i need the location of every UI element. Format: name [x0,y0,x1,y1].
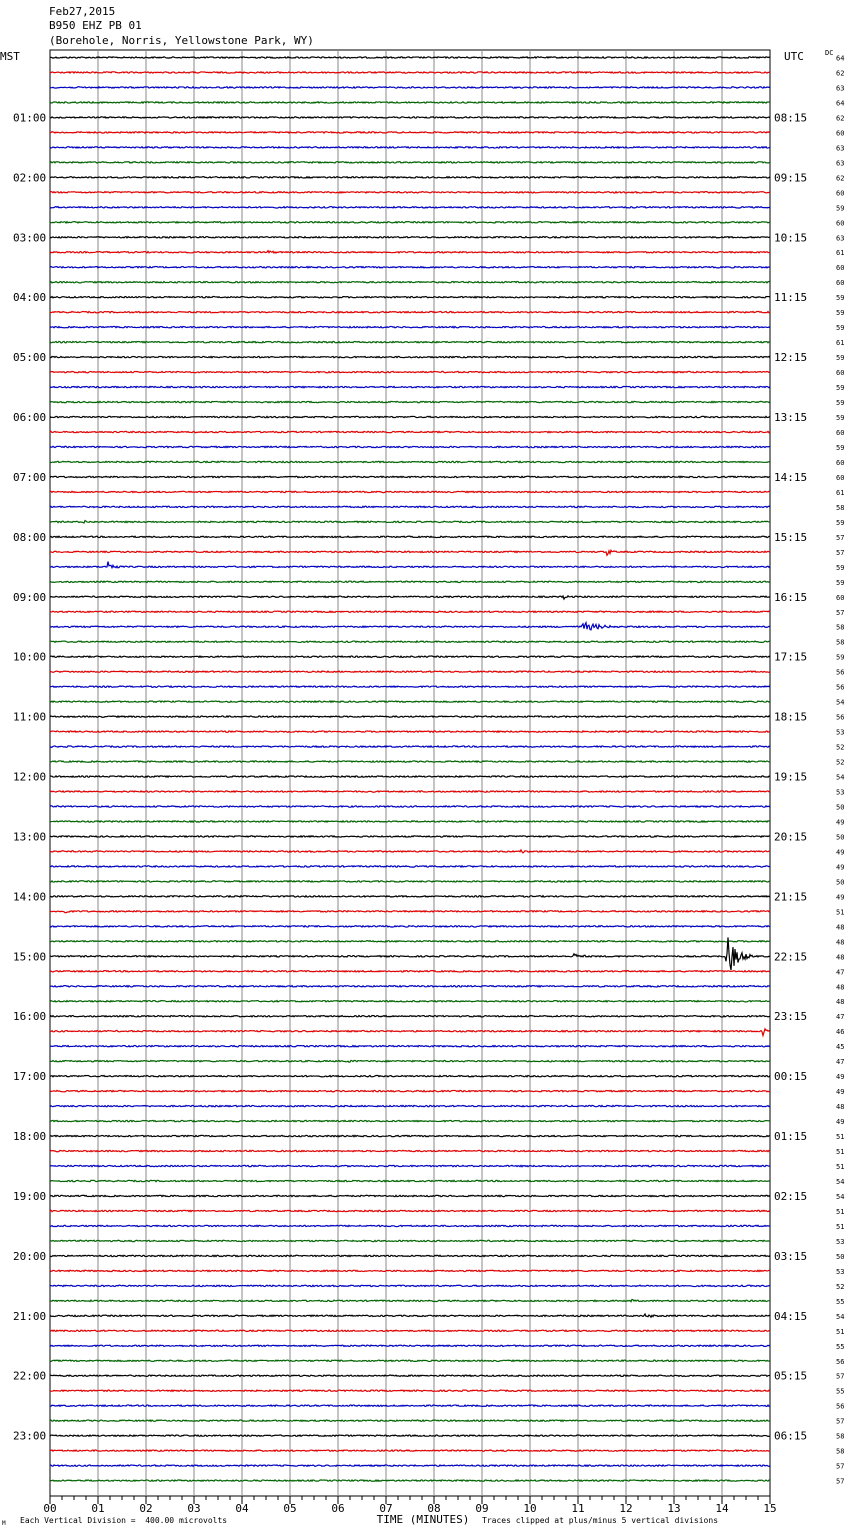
dc-offset-value: 57 [836,533,845,542]
dc-offset-value: 59 [836,563,845,572]
seismic-trace [50,911,770,913]
dc-offset-value: 51 [836,1207,845,1216]
x-tick-label: 11 [571,1502,585,1515]
dc-offset-value: 59 [836,443,845,452]
seismic-trace [50,1330,770,1331]
seismic-trace [50,57,770,58]
seismic-trace [50,1375,770,1376]
seismic-trace [50,686,770,687]
seismic-trace [50,1465,770,1466]
hour-label-mst: 02:00 [13,171,47,185]
hour-label-utc: 15:15 [774,530,808,544]
seismic-trace [50,550,770,555]
dc-offset-value: 48 [836,953,845,962]
seismic-trace [50,117,770,118]
dc-offset-value: 57 [836,548,845,557]
x-tick-label: 10 [523,1502,537,1515]
dc-offset-value: 59 [836,653,845,662]
seismic-trace [50,941,770,942]
right-timezone-label: UTC [784,50,804,63]
dc-offset-value: 51 [836,1163,845,1172]
dc-offset-value: 52 [836,758,845,767]
dc-offset-value: 59 [836,384,845,393]
dc-offset-value: 51 [836,1222,845,1231]
dc-offset-value: 61 [836,249,845,258]
seismic-trace [50,1001,770,1002]
seismic-trace [50,701,770,702]
seismic-trace [50,1195,770,1196]
dc-offset-value: 48 [836,998,845,1007]
dc-offset-value: 60 [836,593,845,602]
hour-label-utc: 14:15 [774,470,808,484]
seismic-trace [50,806,770,807]
seismic-trace [50,311,770,312]
hour-label-mst: 09:00 [13,590,47,604]
seismic-trace [50,1029,770,1036]
seismic-trace [50,1360,770,1361]
dc-offset-value: 54 [836,1178,845,1186]
dc-offset-value: 56 [836,668,845,677]
seismic-trace [50,791,770,792]
seismic-trace [50,1150,770,1151]
seismic-trace [50,102,770,103]
seismic-trace [50,491,770,492]
corner-mark: M [2,1520,6,1527]
hour-label-utc: 06:15 [774,1429,808,1443]
seismic-trace [50,237,770,238]
x-tick-label: 01 [91,1502,105,1515]
dc-offset-value: 51 [836,1327,845,1336]
dc-offset-value: 48 [836,1103,845,1112]
dc-offset-value: 58 [836,638,845,647]
seismic-trace [50,1210,770,1211]
seismic-trace [50,611,770,612]
x-tick-label: 07 [379,1502,393,1515]
seismic-trace [50,1045,770,1046]
seismic-trace [50,1420,770,1421]
seismic-trace [50,656,770,657]
x-tick-label: 06 [331,1502,345,1515]
hour-label-utc: 10:15 [774,231,808,245]
hour-label-mst: 16:00 [13,1010,47,1024]
hour-label-utc: 08:15 [774,111,808,125]
dc-offset-value: 60 [836,129,845,138]
dc-offset-value: 60 [836,458,845,467]
seismic-trace [50,731,770,732]
dc-offset-value: 49 [836,848,845,857]
x-tick-label: 15 [763,1502,777,1515]
seismic-trace [50,1135,770,1136]
seismic-trace [50,1405,770,1406]
x-axis-title: TIME (MINUTES) [376,1513,470,1526]
seismic-trace [50,881,770,882]
dc-offset-value: 60 [836,189,845,198]
dc-offset-value: 57 [836,1372,845,1381]
seismic-trace [50,850,770,853]
left-timezone-label: MST [0,50,20,63]
dc-offset-value: 51 [836,1148,845,1157]
seismic-trace [50,536,770,537]
dc-offset-value: 51 [836,1133,845,1142]
dc-offset-value: 49 [836,893,845,902]
hour-label-mst: 03:00 [13,231,47,245]
hour-label-utc: 03:15 [774,1249,808,1263]
seismic-trace [50,866,770,867]
hour-label-mst: 05:00 [13,351,47,365]
dc-offset-value: 57 [836,608,845,617]
dc-offset-value: 52 [836,1282,845,1291]
seismic-trace [50,207,770,208]
hour-label-mst: 21:00 [13,1309,47,1323]
dc-offset-value: 52 [836,743,845,752]
dc-offset-value: 59 [836,518,845,527]
seismic-trace [50,1090,770,1091]
hour-label-utc: 22:15 [774,950,808,964]
dc-offset-value: 63 [836,84,845,93]
dc-offset-value: 58 [836,623,845,632]
seismic-trace [50,1165,770,1166]
seismic-trace [50,776,770,777]
dc-offset-value: 48 [836,938,845,947]
x-tick-label: 14 [715,1502,729,1515]
seismic-trace [50,1120,770,1121]
dc-offset-value: 50 [836,803,845,812]
hour-label-utc: 19:15 [774,770,808,784]
seismic-trace [50,431,770,432]
x-tick-label: 00 [43,1502,57,1515]
hour-label-utc: 02:15 [774,1189,808,1203]
seismic-trace [50,326,770,327]
seismic-trace [50,192,770,193]
seismic-trace [50,356,770,357]
plot-date: Feb27,2015 [49,5,116,18]
dc-offset-value: 59 [836,578,845,587]
seismic-trace [50,896,770,897]
dc-offset-value: 63 [836,159,845,168]
dc-offset-value: 47 [836,1058,845,1067]
seismic-trace [50,386,770,387]
seismic-trace [50,1016,770,1017]
hour-label-mst: 04:00 [13,291,47,305]
x-tick-label: 13 [667,1502,681,1515]
seismic-trace [50,72,770,73]
seismic-trace [50,986,770,987]
seismic-trace [50,132,770,133]
hour-label-mst: 17:00 [13,1070,47,1084]
hour-label-utc: 16:15 [774,590,808,604]
dc-offset-value: 49 [836,863,845,872]
seismic-trace [50,1285,770,1286]
dc-offset-value: 48 [836,983,845,992]
dc-offset-value: 60 [836,429,845,437]
x-tick-label: 12 [619,1502,633,1515]
seismic-trace [50,1240,770,1241]
seismic-trace [50,1450,770,1451]
seismic-trace [50,177,770,178]
seismic-trace [50,1075,770,1076]
hour-label-mst: 12:00 [13,770,47,784]
dc-offset-value: 56 [836,1402,845,1411]
dc-offset-value: 50 [836,1252,845,1261]
dc-offset-value: 54 [836,773,845,782]
hour-label-utc: 05:15 [774,1369,808,1383]
dc-offset-value: 53 [836,1267,845,1276]
hour-label-mst: 08:00 [13,530,47,544]
seismic-trace [50,1105,770,1106]
dc-offset-value: 63 [836,144,845,153]
seismic-trace [50,971,770,972]
dc-offset-value: 56 [836,683,845,692]
seismic-trace [50,1314,770,1317]
hour-label-mst: 22:00 [13,1369,47,1383]
seismic-trace [50,1225,770,1226]
dc-offset-value: 48 [836,923,845,932]
hour-label-utc: 20:15 [774,830,808,844]
vertical-scale-note: Each Vertical Division = 400.00 microvolts [20,1516,228,1525]
hour-label-mst: 14:00 [13,890,47,904]
seismic-trace [50,1270,770,1271]
hour-label-utc: 12:15 [774,351,808,365]
hour-label-utc: 01:15 [774,1130,808,1144]
hour-label-mst: 10:00 [13,650,47,664]
dc-offset-value: 63 [836,234,845,243]
hour-label-utc: 13:15 [774,411,808,425]
hour-label-mst: 06:00 [13,411,47,425]
dc-offset-value: 62 [836,174,845,183]
seismic-trace [50,1060,770,1062]
dc-offset-value: 62 [836,69,845,78]
seismic-trace [50,251,770,253]
seismic-trace [50,341,770,342]
dc-offset-value: 51 [836,908,845,917]
dc-offset-value: 53 [836,1237,845,1246]
hour-label-utc: 00:15 [774,1070,808,1084]
dc-offset-value: 61 [836,339,845,348]
dc-offset-value: 54 [836,698,845,707]
dc-offset-value: 46 [836,1028,845,1037]
dc-offset-value: 57 [836,1477,845,1486]
hour-label-utc: 11:15 [774,291,808,305]
dc-offset-value: 59 [836,399,845,408]
dc-offset-header: DC [825,49,834,57]
hour-label-mst: 20:00 [13,1249,47,1263]
hour-label-utc: 18:15 [774,710,808,724]
hour-label-utc: 23:15 [774,1010,808,1024]
dc-offset-value: 59 [836,354,845,363]
hour-label-mst: 11:00 [13,710,47,724]
dc-offset-value: 59 [836,204,845,213]
hour-label-mst: 07:00 [13,470,47,484]
seismic-trace [50,446,770,447]
dc-offset-value: 55 [836,1342,845,1351]
dc-offset-value: 49 [836,1073,845,1082]
dc-offset-value: 57 [836,1462,845,1471]
dc-offset-value: 50 [836,833,845,842]
dc-offset-value: 64 [836,54,845,63]
dc-offset-value: 59 [836,294,845,303]
x-tick-label: 03 [187,1502,201,1515]
clip-note: Traces clipped at plus/minus 5 vertical divisions [482,1516,719,1525]
hour-label-utc: 09:15 [774,171,808,185]
hour-label-utc: 04:15 [774,1309,808,1323]
dc-offset-value: 59 [836,324,845,333]
hour-label-mst: 19:00 [13,1189,47,1203]
dc-offset-value: 60 [836,473,845,482]
dc-offset-value: 58 [836,1432,845,1441]
dc-offset-value: 62 [836,114,845,123]
hour-label-utc: 21:15 [774,890,808,904]
seismic-trace [50,1435,770,1436]
seismic-trace [50,401,770,402]
dc-offset-value: 61 [836,488,845,497]
seismic-trace [50,671,770,672]
dc-offset-value: 49 [836,1088,845,1097]
dc-offset-value: 54 [836,1312,845,1321]
x-tick-label: 09 [475,1502,489,1515]
dc-offset-value: 54 [836,1192,845,1201]
seismic-trace [50,581,770,582]
seismic-trace [50,562,770,568]
hour-label-mst: 15:00 [13,950,47,964]
seismic-trace [50,476,770,477]
seismic-trace [50,1255,770,1256]
seismic-trace [50,836,770,837]
dc-offset-value: 53 [836,788,845,797]
x-tick-label: 02 [139,1502,153,1515]
seismic-trace [50,222,770,223]
seismic-trace [50,521,770,524]
x-tick-label: 05 [283,1502,297,1515]
hour-label-mst: 18:00 [13,1130,47,1144]
seismic-trace [50,1480,770,1481]
dc-offset-value: 58 [836,1447,845,1456]
dc-offset-value: 59 [836,414,845,423]
dc-offset-value: 60 [836,369,845,378]
seismic-trace [50,761,770,762]
seismic-trace [50,1299,770,1301]
seismic-trace [50,461,770,462]
x-tick-label: 08 [427,1502,441,1515]
dc-offset-value: 64 [836,99,845,108]
hour-label-utc: 17:15 [774,650,808,664]
station-id: B950 EHZ PB 01 [49,19,142,32]
dc-offset-value: 47 [836,968,845,977]
x-tick-label: 04 [235,1502,249,1515]
seismic-trace [50,596,770,599]
dc-offset-value: 53 [836,728,845,737]
seismic-trace [50,1180,770,1181]
seismic-trace [50,506,770,507]
dc-offset-value: 60 [836,279,845,288]
seismic-trace [50,371,770,372]
dc-offset-value: 60 [836,219,845,228]
dc-offset-value: 50 [836,878,845,887]
dc-offset-value: 56 [836,713,845,722]
seismic-trace [50,926,770,927]
seismic-trace [50,296,770,297]
dc-offset-value: 60 [836,264,845,273]
seismic-trace [50,1390,770,1391]
seismic-trace [50,416,770,417]
station-location: (Borehole, Norris, Yellowstone Park, WY) [49,34,314,47]
seismic-trace [50,641,770,642]
seismic-trace [50,282,770,283]
seismic-trace [50,623,770,630]
seismic-trace [50,147,770,148]
seismic-trace [50,1345,770,1346]
seismic-trace [50,716,770,717]
dc-offset-value: 49 [836,818,845,827]
dc-offset-value: 56 [836,1357,845,1366]
hour-label-mst: 13:00 [13,830,47,844]
seismic-trace [50,87,770,88]
dc-offset-value: 55 [836,1387,845,1396]
seismic-trace [50,267,770,268]
dc-offset-value: 47 [836,1013,845,1022]
seismic-trace [50,162,770,163]
seismic-trace [50,821,770,822]
dc-offset-value: 45 [836,1043,845,1052]
hour-label-mst: 01:00 [13,111,47,125]
dc-offset-value: 58 [836,503,845,512]
dc-offset-value: 57 [836,1417,845,1426]
seismic-trace [50,746,770,747]
dc-offset-value: 59 [836,309,845,318]
dc-offset-value: 49 [836,1118,845,1127]
hour-label-mst: 23:00 [13,1429,47,1443]
dc-offset-value: 55 [836,1297,845,1306]
